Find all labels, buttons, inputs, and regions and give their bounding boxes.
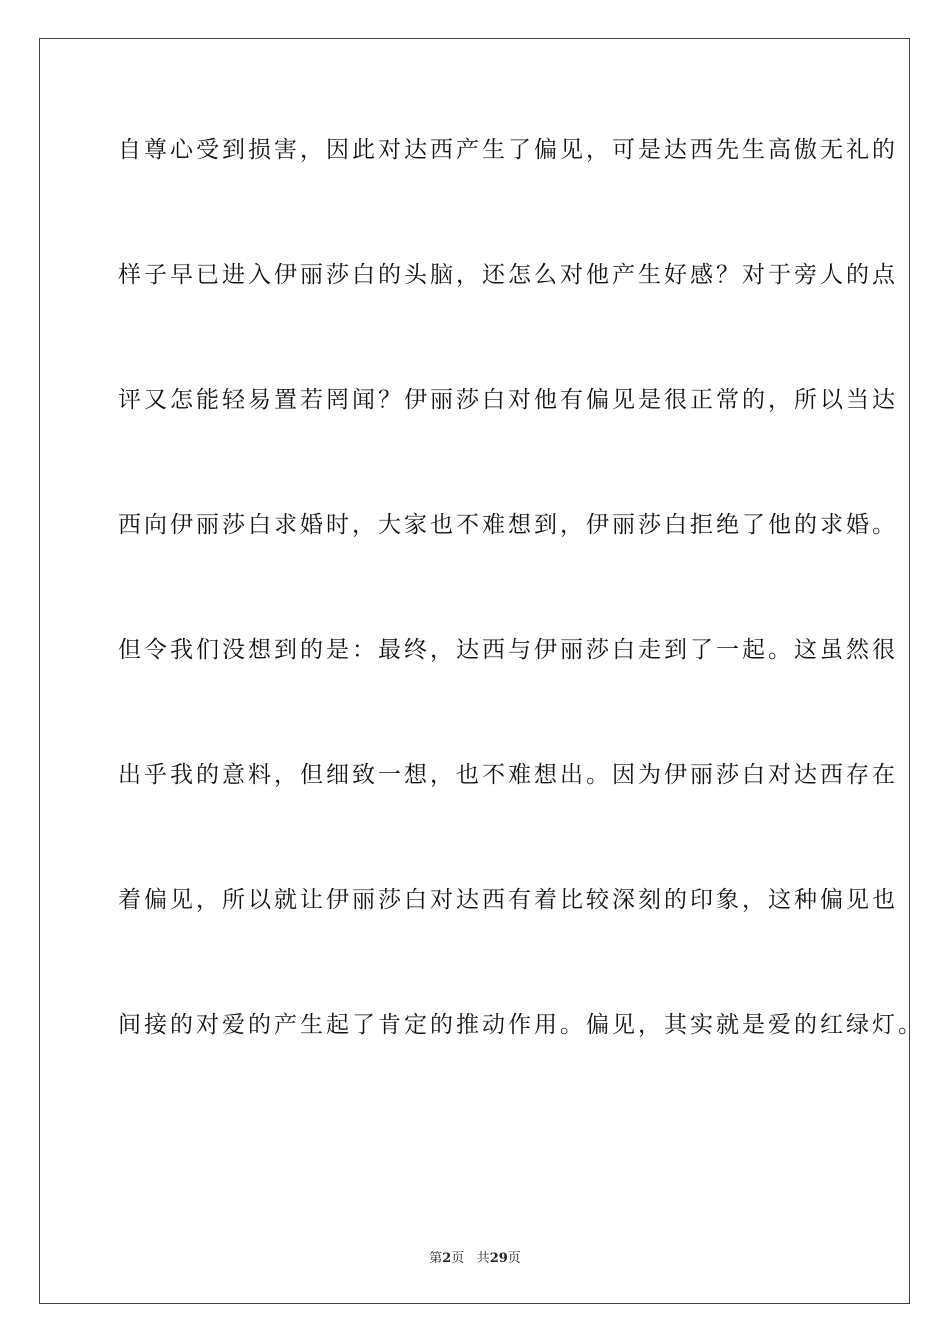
- total-pages: 29: [489, 1251, 508, 1266]
- text-line: 自尊心受到损害，因此对达西产生了偏见，可是达西先生高傲无礼的: [118, 137, 898, 163]
- document-body: [118, 128, 924, 1128]
- page-number: 2: [442, 1251, 452, 1266]
- text-line: 西向伊丽莎白求婚时，大家也不难想到，伊丽莎白拒绝了他的求婚。: [118, 512, 898, 538]
- text-line: 样子早已进入伊丽莎白的头脑，还怎么对他产生好感？对于旁人的点: [118, 262, 898, 288]
- text-line: 评又怎能轻易置若罔闻？伊丽莎白对他有偏见是很正常的，所以当达: [118, 387, 898, 413]
- text-line: 间接的对爱的产生起了肯定的推动作用。偏见，其实就是爱的红绿灯。: [118, 1012, 924, 1038]
- page-prefix: 第: [429, 1251, 443, 1266]
- page-suffix: 页: [451, 1251, 465, 1266]
- text-line: 出乎我的意料，但细致一想，也不难想出。因为伊丽莎白对达西存在: [118, 762, 898, 788]
- text-line: 但令我们没想到的是：最终，达西与伊丽莎白走到了一起。这虽然很: [118, 637, 898, 663]
- text-line: 着偏见，所以就让伊丽莎白对达西有着比较深刻的印象，这种偏见也: [118, 887, 898, 913]
- total-prefix: 共: [476, 1251, 490, 1266]
- total-suffix: 页: [507, 1251, 521, 1266]
- page-footer: [0, 1247, 950, 1266]
